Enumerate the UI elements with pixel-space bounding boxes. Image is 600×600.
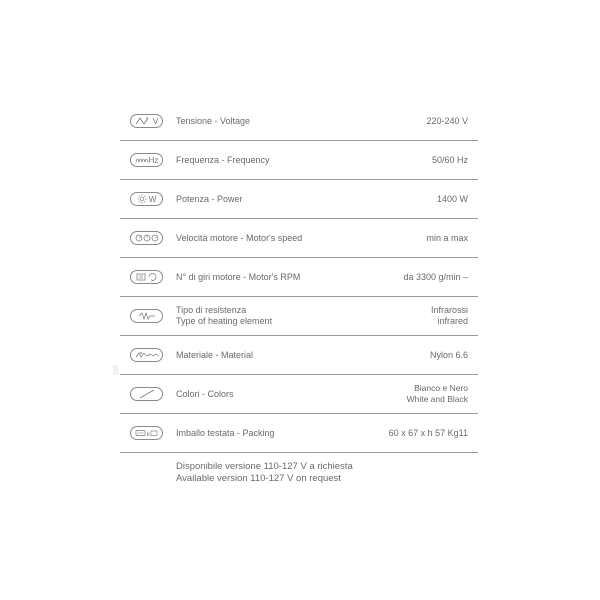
- heating-element-label-line1: Tipo di resistenza: [176, 305, 247, 315]
- spec-row-material: [120, 336, 478, 375]
- voltage-icon: [130, 114, 163, 128]
- frequency-icon: [130, 153, 163, 167]
- colors-icon: [130, 387, 163, 401]
- spec-row-power: [120, 180, 478, 219]
- spec-row-voltage: [120, 102, 478, 141]
- motor-speed-label: Velocità motore - Motor's speed: [176, 232, 303, 243]
- colors-label: Colori - Colors: [176, 388, 234, 399]
- voltage-value: 220-240 V: [426, 115, 468, 126]
- heating-element-value-line1: Infrarossi: [430, 305, 468, 315]
- colors-value-line1: Bianco e Nero: [414, 383, 468, 393]
- frequency-label: Frequenza - Frequency: [176, 154, 270, 165]
- heating-element-icon: [130, 309, 163, 323]
- spec-table: [120, 102, 478, 453]
- power-label: Potenza - Power: [176, 193, 243, 204]
- material-icon: [130, 348, 163, 362]
- availability-note-line2: Available version 110-127 V on request: [176, 472, 341, 484]
- power-value: 1400 W: [436, 193, 468, 204]
- spec-row-motor-rpm: [120, 258, 478, 297]
- edge-mark: [113, 365, 118, 375]
- frequency-icon-text: Hz: [148, 155, 159, 165]
- colors-value: [407, 383, 468, 405]
- spec-row-colors: [120, 375, 478, 414]
- material-value: Nylon 6.6: [429, 349, 468, 360]
- power-icon: [130, 192, 163, 206]
- frequency-value: 50/60 Hz: [431, 154, 468, 165]
- packing-label: Imballo testata - Packing: [176, 427, 275, 438]
- spec-row-motor-speed: [120, 219, 478, 258]
- colors-value-line2: White and Black: [406, 394, 468, 404]
- material-label: Materiale - Material: [176, 349, 254, 360]
- packing-icon: [130, 426, 163, 440]
- voltage-label: Tensione - Voltage: [176, 115, 251, 126]
- availability-note: [176, 461, 353, 484]
- heating-element-label: [176, 305, 272, 327]
- spec-row-frequency: [120, 141, 478, 180]
- motor-speed-value: min a max: [426, 232, 468, 243]
- svg-text:k: k: [146, 432, 150, 438]
- packing-value: 60 x 67 x h 57 Kg11: [388, 427, 468, 438]
- voltage-icon-text: V: [152, 116, 159, 126]
- motor-speed-icon: [130, 231, 163, 245]
- spec-row-packing: [120, 414, 478, 453]
- availability-note-line1: Disponibile versione 110-127 V a richiesta: [176, 461, 353, 472]
- heating-element-label-line2: Type of heating element: [176, 316, 273, 326]
- heating-element-value: [431, 305, 468, 327]
- heating-element-value-line2: infrared: [437, 316, 468, 326]
- power-icon-text: W: [148, 194, 157, 204]
- motor-rpm-label: N° di giri motore - Motor's RPM: [176, 271, 301, 282]
- spec-row-heating-element: [120, 297, 478, 336]
- motor-rpm-value: da 3300 g/min –: [403, 271, 468, 282]
- motor-rpm-icon: [130, 270, 163, 284]
